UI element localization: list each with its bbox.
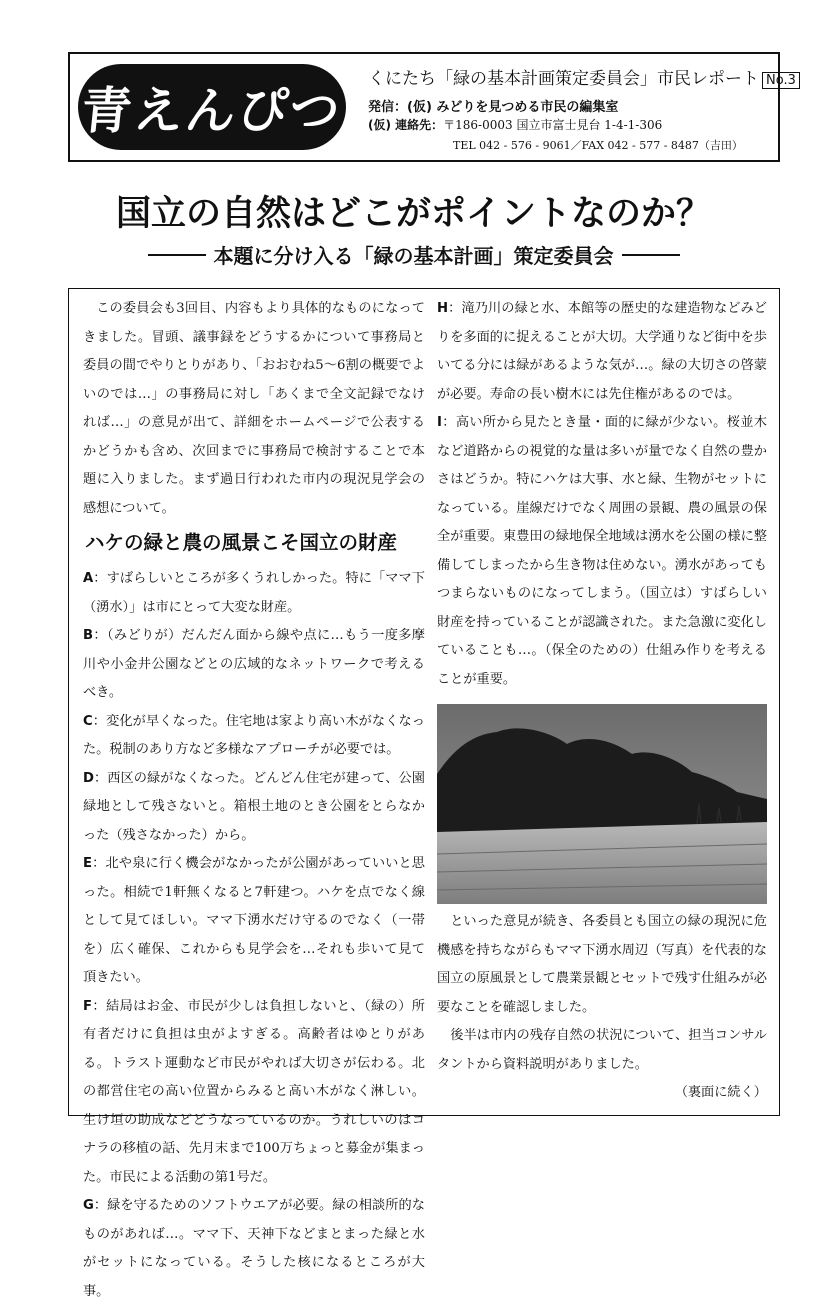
issue-number: No.3 xyxy=(762,72,800,89)
article-box xyxy=(68,288,780,1299)
comment-h xyxy=(437,295,767,409)
logo xyxy=(78,64,346,150)
subtitle: 本題に分け入る「緑の基本計画」策定委員会 xyxy=(213,244,614,268)
comment-i xyxy=(437,409,767,694)
speaker-label: G xyxy=(83,1198,94,1213)
comment-c xyxy=(83,708,425,765)
speaker-label: A xyxy=(83,571,94,586)
comment-text: ：結局はお金、市民が少しは負担しないと、（緑の）所有者だけに負担は虫がよすぎる。高齢者はゆとりがある。トラスト運動など市民がやれば大切さが伝わる。北の都営住宅の高い位置からみると高い木がなく淋しい。生け垣の助成などどうなっているのか。うれしいのはコナラの移植の話、先月末まで100万ちょっと募金が集まった。市民による活動の第1号だ。 xyxy=(83,998,425,1185)
comment-text: ：滝乃川の緑と水、本館等の歴史的な建造物などみどりを多面的に捉えることが大切。大学通りなど街中を歩いてる分には緑があるような気が…。緑の大切さの啓蒙が必要。寿命の長い樹木には先住権があるのでは。 xyxy=(437,301,767,402)
speaker-label: E xyxy=(83,856,93,871)
left-column xyxy=(83,295,425,1306)
subtitle-row xyxy=(0,240,827,269)
subtitle-rule-right xyxy=(622,254,680,256)
conclusion-paragraph: といった意見が続き、各委員とも国立の緑の現況に危機感を持ちながらもママ下湧水周辺（写真）を代表的な国立の原風景として農業景観とセットで残す仕組みが必要なことを確認しました。 xyxy=(437,914,767,1015)
comment-f xyxy=(83,993,425,1193)
speaker-label: I xyxy=(437,415,442,430)
contact-address xyxy=(368,116,662,133)
comment-text: ：変化が早くなった。住宅地は家より高い木がなくなった。税制のあり方など多様なアプローチが必要では。 xyxy=(83,713,425,757)
newsletter-title xyxy=(368,64,800,89)
comment-text: ：緑を守るためのソフトウエアが必要。緑の相談所的なものがあれば…。ママ下、天神下などまとまった緑と水がセットになっている。そうした核になるところが大事。 xyxy=(83,1198,425,1299)
closing-paragraph: 後半は市内の残存自然の状況について、担当コンサルタントから資料説明がありました。 xyxy=(437,1028,767,1072)
masthead xyxy=(68,52,796,162)
address-label: (仮) 連絡先： xyxy=(368,118,444,132)
speaker-label: H xyxy=(437,301,449,316)
newsletter-title-text: くにたち「緑の基本計画策定委員会」市民レポート xyxy=(368,69,759,89)
speaker-label: D xyxy=(83,770,94,786)
comment-e xyxy=(83,850,425,993)
comment-text: ：高い所から見たとき量・面的に緑が少ない。桜並木など道路からの視覚的な量は多いが量でなく自然の豊かさはどうか。特にハケは大事、水と緑、生物がセットになっている。崖線だけでなく周囲の景観、農の風景の保全が重要。東豊田の緑地保全地域は湧水を公園の様に整備してしまったから生き物は住めない。湧水があってもつまらないものになってしまう。（国立は）すばらしい財産を持っていることが認識された。また急激に変化していることも…。（保全のための）仕組み作りを考えることが重要。 xyxy=(437,415,767,687)
photo-field xyxy=(437,822,767,904)
subtitle-rule-left xyxy=(148,254,206,256)
comment-g xyxy=(83,1192,425,1306)
speaker-label: C xyxy=(83,713,93,729)
phone-fax: TEL 042 - 576 - 9061／FAX 042 - 577 - 8487（吉田） xyxy=(453,139,743,152)
comment-text: ：北や泉に行く機会がなかったが公園があっていいと思った。相続で1軒無くなると7軒建つ。ハケを点でなく線として見てほしい。ママ下湧水だけ守るのでなく（一帯を）広く確保、これからも見学会を…それも歩いて見て頂きたい。 xyxy=(83,856,425,985)
comment-a xyxy=(83,565,425,622)
comment-text: ：すばらしいところが多くうれしかった。特に「ママ下（湧水）」は市にとって大変な財産。 xyxy=(83,571,425,615)
landscape-photo xyxy=(437,704,767,904)
right-column xyxy=(437,295,767,1108)
comment-text: ：西区の緑がなくなった。どんどん住宅が建って、公園緑地として残さないと。箱根土地のとき公園をとらなかった（残さなかった）から。 xyxy=(83,770,425,843)
section-heading: ハケの緑と農の風景こそ国立の財産 xyxy=(85,531,398,554)
publisher: 発信：(仮) みどりを見つめる市民の編集室 xyxy=(368,100,619,115)
intro-paragraph: この委員会も3回目、内容もより具体的なものになってきました。冒頭、議事録をどうするかについて事務局と委員の間でやりとりがあり、「おおむね5～6割の概要でよいのでは…」の事務局に対し「あくまで全文記録でなければ…」の意見が出て、詳細をホームページで公表するかどうかも含め、次回までに事務局で検討することで本題に入りました。まず過日行われた市内の現況見学会の感想について。 xyxy=(83,301,425,516)
page-title: 国立の自然はどこがポイントなのか？ xyxy=(115,193,711,234)
continued-note: （裏面に続く） xyxy=(674,1085,767,1100)
speaker-label: B xyxy=(83,628,94,643)
comment-d xyxy=(83,765,425,851)
comment-b xyxy=(83,622,425,708)
address-text: 〒186-0003 国立市富士見台 1-4-1-306 xyxy=(443,118,663,132)
speaker-label: F xyxy=(83,998,93,1014)
comment-text: ：（みどりが）だんだん面から線や点に…もう一度多摩川や小金井公園などとの広域的なネットワークで考えるべき。 xyxy=(83,628,425,700)
logo-text: 青えんぴつ xyxy=(78,82,345,140)
